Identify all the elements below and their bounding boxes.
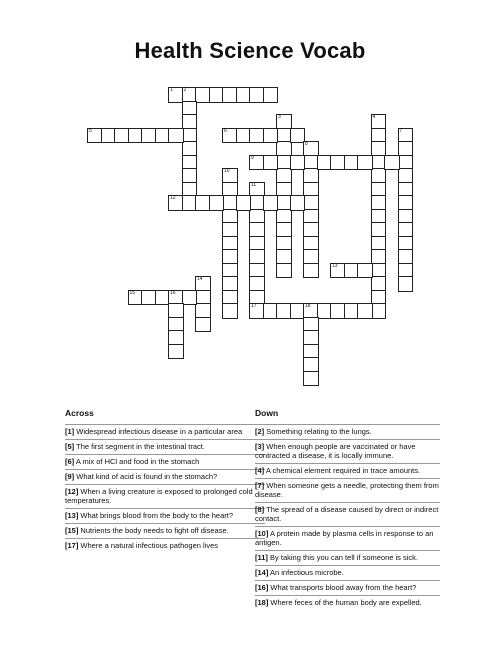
clue-text: A protein made by plasma cells in response to an antigen. [255,529,434,547]
page-title: Health Science Vocab [134,38,366,63]
grid-cell[interactable] [384,155,400,171]
grid-cell[interactable] [357,303,373,319]
cell-number: 14 [197,276,203,282]
clue-text: Nutrients the body needs to fight off disease. [78,526,229,535]
cell-number: 7 [399,127,403,134]
clue-item [255,550,440,565]
clue-item [255,565,440,580]
clue-number: [9] [65,472,75,481]
grid-cell[interactable] [357,263,373,279]
grid-cell[interactable] [263,87,279,103]
cell-number: 11 [251,181,257,188]
cell-number: 10 [224,168,230,174]
clue-item [255,526,440,550]
clue-number: [11] [255,553,268,562]
grid-cell[interactable] [168,344,184,360]
clue-text: A mix of HCl and food in the stomach [74,457,200,466]
grid-cell[interactable] [236,195,252,211]
cell-number: 5 [89,127,92,134]
cell-number: 16 [170,289,176,296]
cell-number: 9 [251,154,254,161]
cell-number: 4 [372,114,376,120]
clue-text: What kind of acid is found in the stomach? [74,472,218,481]
clue-number: [3] [255,442,265,451]
grid-cell[interactable] [263,155,279,171]
cell-number: 18 [305,303,311,309]
grid-cell[interactable] [371,303,387,319]
grid-cell[interactable] [195,317,211,333]
clue-item [65,454,265,469]
cell-number: 1 [170,87,173,93]
clue-number: [1] [65,427,75,436]
cell-number: 17 [251,303,257,309]
clue-item [255,595,440,610]
clue-number: [5] [65,442,75,451]
clue-item [255,439,440,463]
grid-cell[interactable] [209,195,225,211]
grid-cell[interactable] [263,195,279,211]
cell-number: 6 [224,127,227,134]
cell-number: 2 [183,87,187,93]
grid-cell[interactable] [276,263,292,279]
clue-item [65,439,265,454]
grid-cell[interactable] [357,155,373,171]
clue-item [65,508,265,523]
grid-cell[interactable] [398,276,414,292]
clue-item [255,478,440,502]
clue-text: When enough people are vaccinated or have contracted a disease, it is locally immune. [255,442,416,460]
across-clue-list [65,424,265,553]
clue-text: A chemical element required in trace amounts. [264,466,421,475]
cell-number: 15 [129,289,136,296]
clue-number: [16] [255,583,269,592]
cell-number: 3 [278,114,281,120]
clue-item [255,463,440,478]
clue-text: The first segment in the intestinal tract. [74,442,205,451]
clue-text: What transports blood away from the heart? [268,583,417,592]
across-clues [65,408,265,553]
clue-text: Where feces of the human body are expelled. [268,598,422,607]
cell-number: 8 [305,141,308,147]
clue-number: [15] [65,526,79,535]
clue-text: Widespread infectious disease in a particular area [74,427,243,436]
clue-text: What brings blood from the body to the heart? [78,511,234,520]
clue-number: [7] [255,481,265,490]
across-heading: Across [65,408,94,418]
grid-cell[interactable] [303,371,319,387]
clue-number: [18] [255,598,269,607]
cell-number: 12 [170,195,176,201]
down-clue-list [255,424,440,610]
clue-item [255,580,440,595]
clue-text: Something relating to the lungs. [264,427,372,436]
clue-text: When someone gets a needle, protecting them from disease. [255,481,439,499]
grid-cell[interactable] [222,303,238,319]
clue-text: The spread of a disease caused by direct or indirect contact. [255,505,439,523]
clue-text: An infectious microbe. [268,568,344,577]
clue-text: By taking this you can tell if someone is sick. [267,553,419,562]
clue-item [255,424,440,439]
clue-text: Where a natural infectious pathogen lives [78,541,219,550]
cell-number: 13 [332,262,338,269]
clue-number: [13] [65,511,79,520]
clue-number: [10] [255,529,269,538]
clue-number: [17] [65,541,79,550]
down-heading: Down [255,408,279,418]
clue-item [65,484,265,508]
clue-number: [12] [65,487,79,496]
clue-number: [4] [255,466,265,475]
clue-number: [2] [255,427,265,436]
grid-cell[interactable] [290,155,306,171]
clue-item [65,538,265,553]
grid-cell[interactable] [168,128,184,144]
clue-item [65,424,265,439]
clue-text: When a living creature is exposed to prolonged cold temperatures. [65,487,253,505]
clue-item [65,469,265,484]
clue-number: [6] [65,457,75,466]
clue-item [255,502,440,526]
clue-item [65,523,265,538]
clue-number: [14] [255,568,269,577]
grid-cell[interactable] [263,128,279,144]
clue-number: [8] [255,505,265,514]
grid-cell[interactable] [303,263,319,279]
down-clues [255,408,440,610]
grid-cell[interactable] [182,290,198,306]
grid-cell[interactable] [290,195,306,211]
